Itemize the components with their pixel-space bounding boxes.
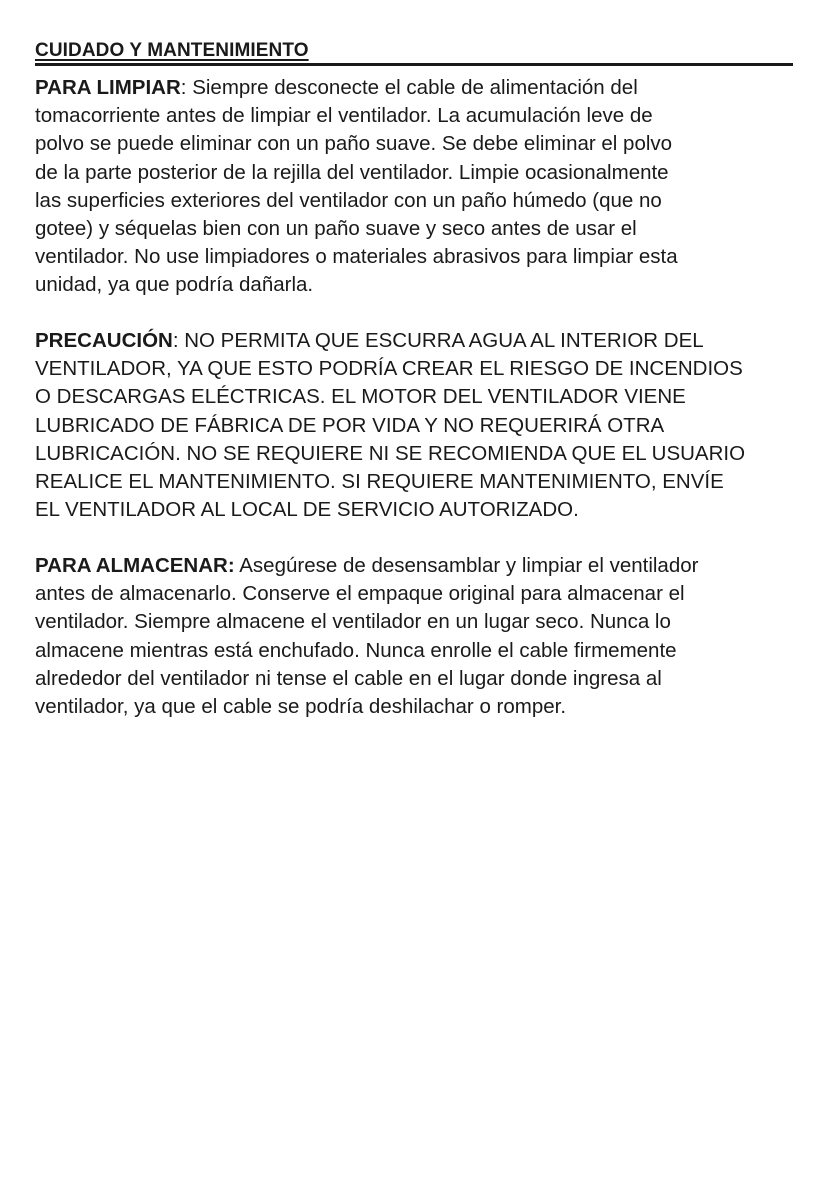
paragraph-label: PARA ALMACENAR: <box>35 554 235 577</box>
line-text: Asegúrese de desensamblar y limpiar el ventilador <box>239 554 699 577</box>
paragraph-caution <box>35 327 755 524</box>
paragraph-line: alrededor del ventilador ni tense el cable en el lugar donde ingresa al <box>35 666 662 690</box>
paragraph-line: VENTILADOR, YA QUE ESTO PODRÍA CREAR EL RIESGO DE INCENDIOS <box>35 357 743 381</box>
paragraph-line: ventilador. No use limpiadores o materiales abrasivos para limpiar esta <box>35 245 678 269</box>
paragraph-line: unidad, ya que podría dañarla. <box>35 273 314 297</box>
section-header <box>35 38 793 66</box>
paragraph-line: O DESCARGAS ELÉCTRICAS. EL MOTOR DEL VENTILADOR VIENE <box>35 385 686 409</box>
paragraph-line: LUBRICADO DE FÁBRICA DE POR VIDA Y NO REQUERIRÁ OTRA <box>35 413 665 437</box>
paragraph-line <box>35 74 755 102</box>
label-separator: : <box>180 76 193 99</box>
paragraph-line: de la parte posterior de la rejilla del ventilador. Limpie ocasionalmente <box>35 160 669 184</box>
paragraph-line: ventilador. Siempre almacene el ventilador en un lugar seco. Nunca lo <box>35 610 671 634</box>
line-text: Siempre desconecte el cable de alimentación del <box>192 76 638 99</box>
paragraph-label: PARA LIMPIAR <box>35 76 181 99</box>
section-title: CUIDADO Y MANTENIMIENTO <box>35 40 309 61</box>
paragraph-line: almacene mientras está enchufado. Nunca enrolle el cable firmemente <box>35 638 677 662</box>
label-separator: : <box>172 329 185 352</box>
paragraph-line: las superficies exteriores del ventilador con un paño húmedo (que no <box>35 188 662 212</box>
paragraph-line: tomacorriente antes de limpiar el ventilador. La acumulación leve de <box>35 104 653 128</box>
paragraph-line: LUBRICACIÓN. NO SE REQUIERE NI SE RECOMIENDA QUE EL USUARIO <box>35 441 746 465</box>
paragraph-line: antes de almacenarlo. Conserve el empaque original para almacenar el <box>35 582 685 606</box>
paragraph-line: polvo se puede eliminar con un paño suave. Se debe eliminar el polvo <box>35 132 673 156</box>
paragraph-line <box>35 552 755 580</box>
paragraph-label: PRECAUCIÓN <box>35 329 173 352</box>
paragraph-line: REALICE EL MANTENIMIENTO. SI REQUIERE MANTENIMIENTO, ENVÍE <box>35 470 724 494</box>
paragraph-storage <box>35 552 755 721</box>
paragraph-line: gotee) y séquelas bien con un paño suave y seco antes de usar el <box>35 217 637 241</box>
paragraph-line: ventilador, ya que el cable se podría deshilachar o romper. <box>35 695 567 719</box>
paragraph-cleaning <box>35 74 755 300</box>
paragraph-line <box>35 327 755 355</box>
paragraph-line: EL VENTILADOR AL LOCAL DE SERVICIO AUTORIZADO. <box>35 498 579 522</box>
line-text: NO PERMITA QUE ESCURRA AGUA AL INTERIOR DEL <box>184 329 704 352</box>
